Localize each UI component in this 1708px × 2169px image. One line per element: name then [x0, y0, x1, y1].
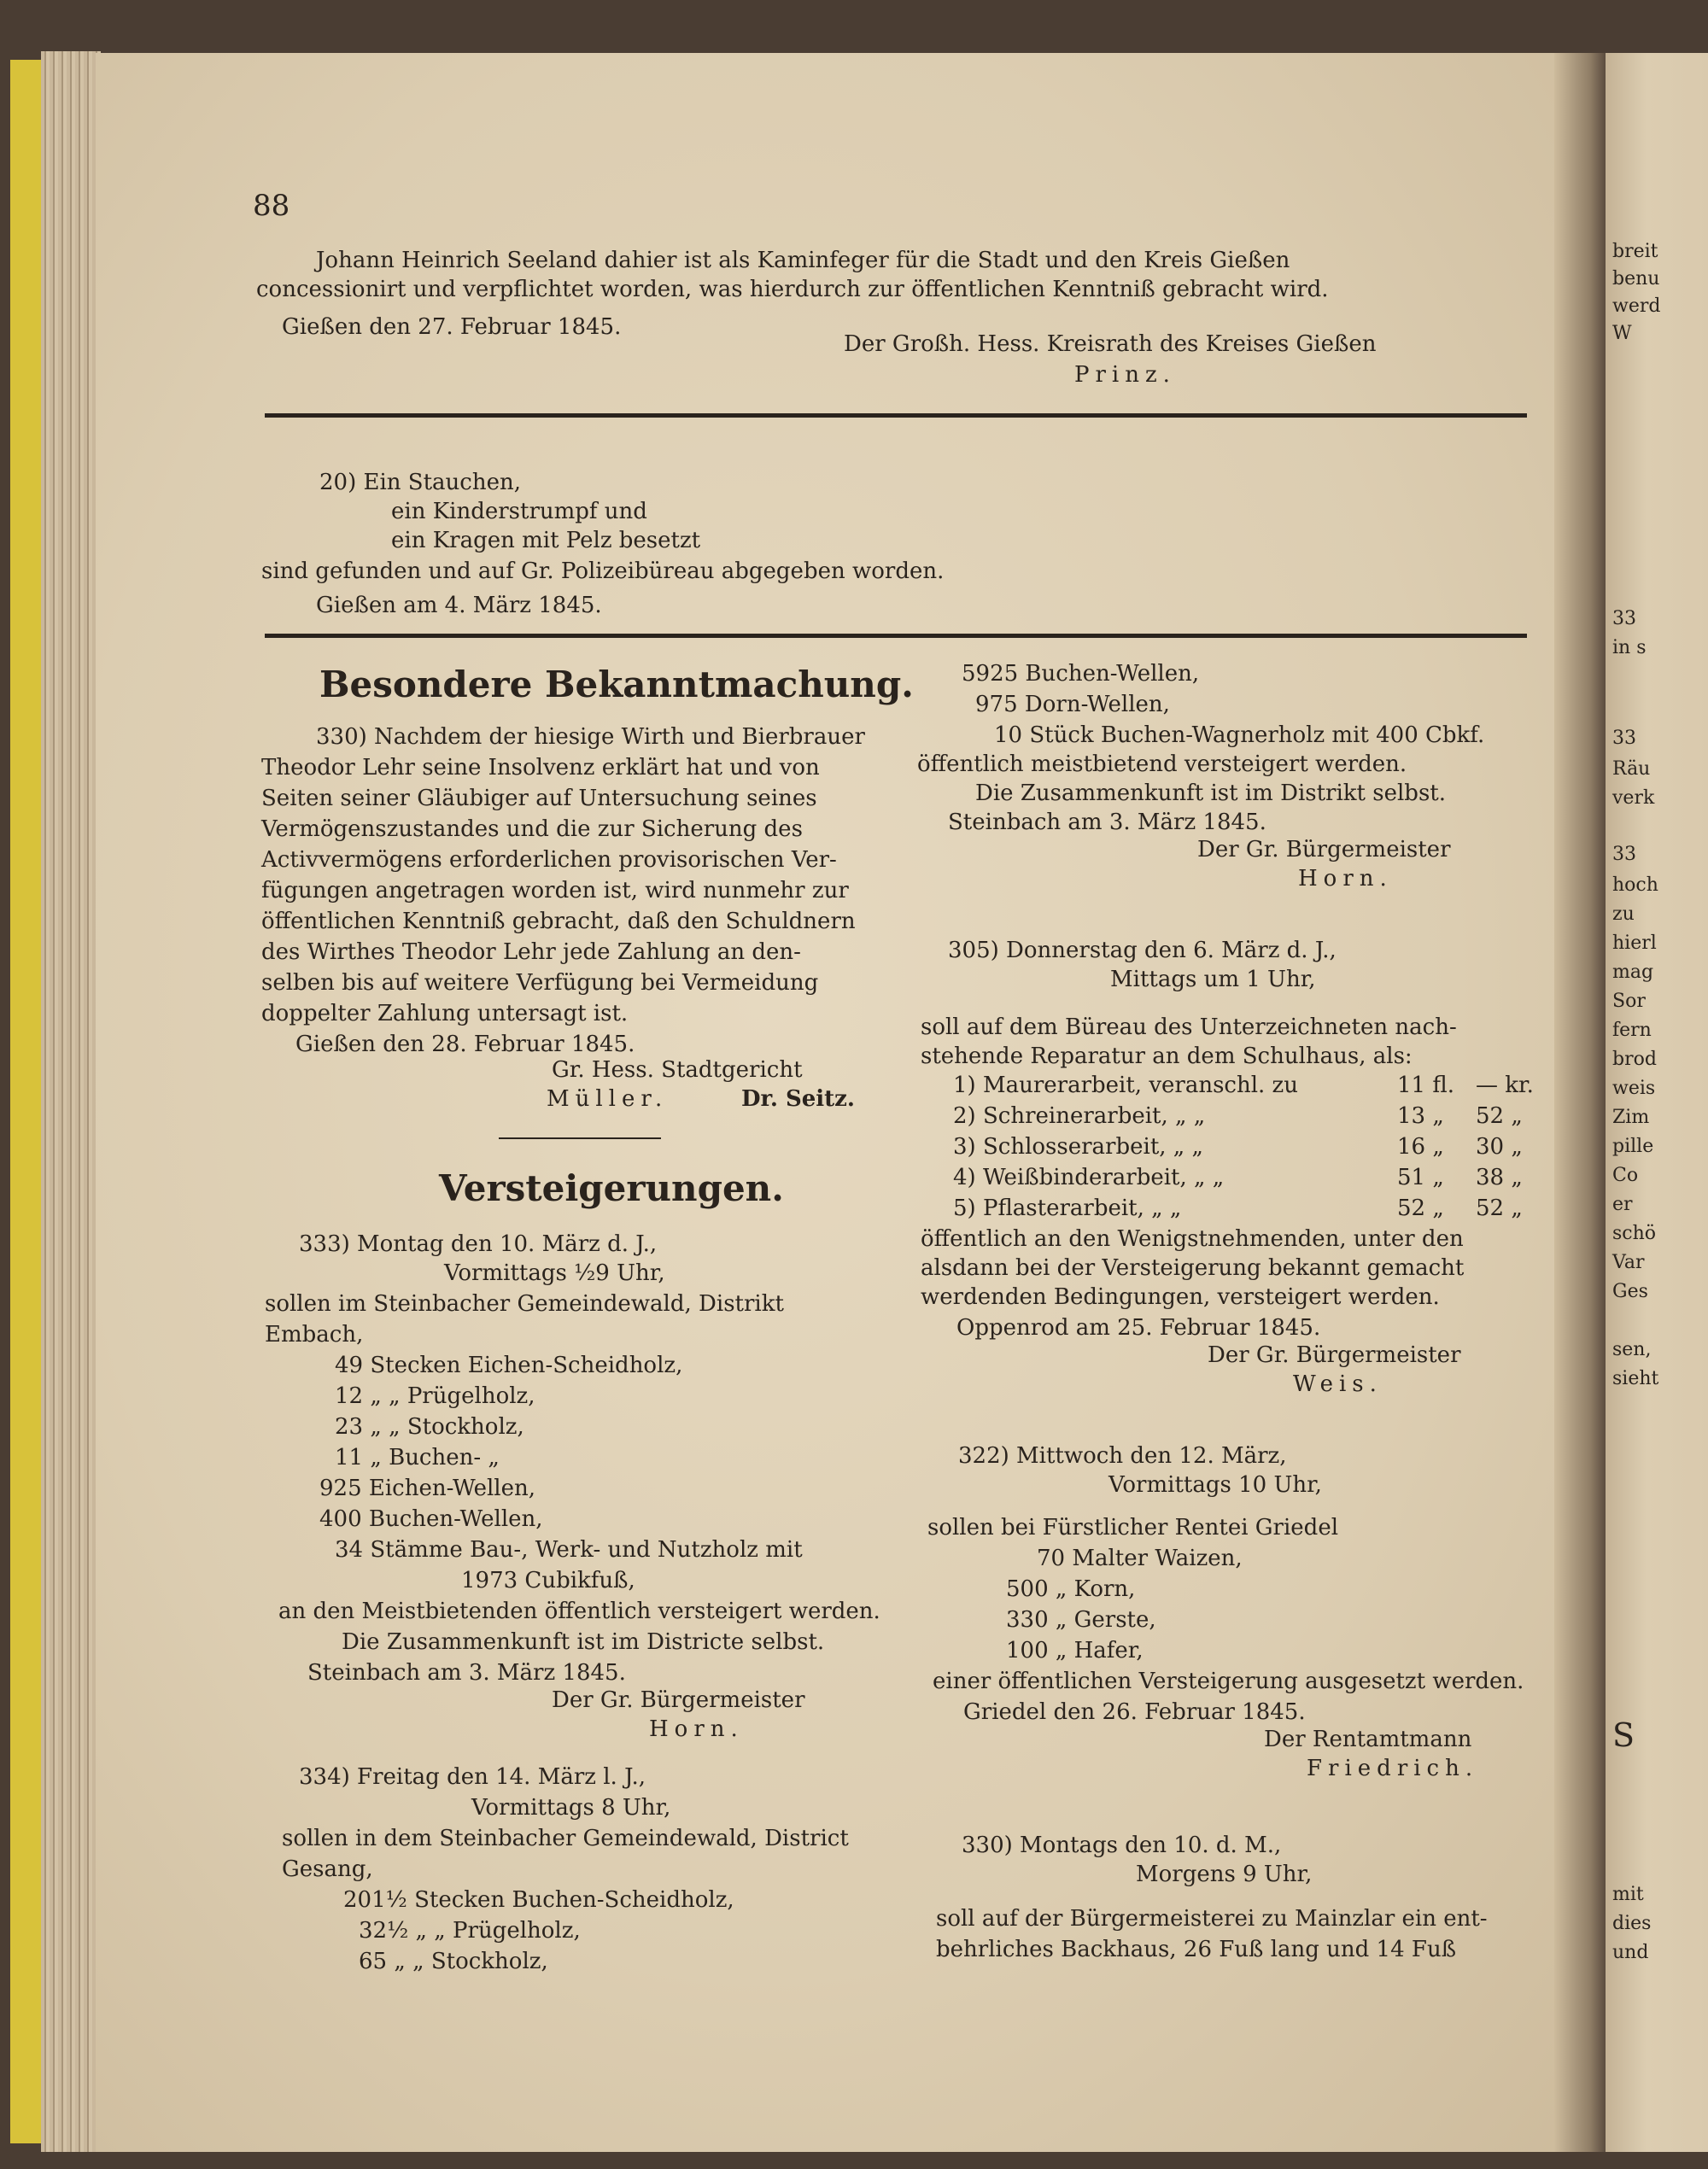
n334-item: 201½ Stecken Buchen-Scheidholz, — [343, 1887, 734, 1913]
n333-item: 11 „ Buchen- „ — [335, 1445, 500, 1470]
n330b-line: Morgens 9 Uhr, — [1136, 1862, 1313, 1887]
n305-line: Mittags um 1 Uhr, — [1110, 967, 1316, 992]
repair-fl: 13 „ — [1397, 1103, 1444, 1129]
cont-tail: Steinbach am 3. März 1845. — [948, 810, 1266, 835]
facing-text: Räu — [1612, 758, 1651, 780]
facing-text: hoch — [1612, 874, 1658, 896]
facing-text: brod — [1612, 1049, 1657, 1070]
n322-signer-name: Friedrich. — [1307, 1756, 1479, 1781]
n334-line: 334) Freitag den 14. März l. J., — [299, 1764, 646, 1790]
n330-line: selben bis auf weitere Verfügung bei Vermeidung — [261, 970, 819, 996]
n330b-line: 330) Montags den 10. d. M., — [962, 1833, 1282, 1858]
n334-line: sollen in dem Steinbacher Gemeindewald, District — [282, 1826, 849, 1851]
facing-text: Co — [1612, 1165, 1639, 1186]
repair-fl: 16 „ — [1397, 1134, 1444, 1160]
facing-text: fern — [1612, 1020, 1652, 1041]
repair-label: 4) Weißbinderarbeit, „ „ — [953, 1165, 1225, 1190]
n322-line: Vormittags 10 Uhr, — [1108, 1472, 1322, 1498]
n322-item: 500 „ Korn, — [1006, 1576, 1136, 1602]
cont-item: 5925 Buchen-Wellen, — [962, 661, 1200, 687]
facing-text: hierl — [1612, 932, 1657, 954]
n305-tail: werdenden Bedingungen, versteigert werden. — [921, 1284, 1440, 1310]
n334-item: 32½ „ „ Prügelholz, — [359, 1918, 581, 1944]
repair-label: 3) Schlosserarbeit, „ „ — [953, 1134, 1203, 1160]
facing-text: mag — [1612, 962, 1654, 983]
section-heading-special: Besondere Bekanntmachung. — [319, 664, 914, 705]
found-line: sind gefunden und auf Gr. Polizeibüreau abgegeben worden. — [261, 558, 945, 584]
facing-text: schö — [1612, 1223, 1657, 1244]
n333-tail: Steinbach am 3. März 1845. — [307, 1660, 626, 1686]
repair-kr: 52 „ — [1476, 1196, 1523, 1221]
facing-text: sieht — [1612, 1368, 1659, 1389]
cont-item: 975 Dorn-Wellen, — [975, 692, 1170, 717]
facing-text: S — [1612, 1716, 1635, 1754]
n330-line: Seiten seiner Gläubiger auf Untersuchung seines — [261, 786, 817, 811]
repair-kr: 52 „ — [1476, 1103, 1523, 1129]
page-number: 88 — [253, 189, 290, 223]
n330b-line: behrliches Backhaus, 26 Fuß lang und 14 Fuß — [936, 1937, 1457, 1962]
n334-item: 65 „ „ Stockholz, — [359, 1949, 548, 1974]
repair-kr: 38 „ — [1476, 1165, 1523, 1190]
repair-kr: 30 „ — [1476, 1134, 1523, 1160]
n330-signer: Dr. Seitz. — [741, 1086, 855, 1112]
found-date: Gießen am 4. März 1845. — [316, 593, 602, 618]
repair-fl: 52 „ — [1397, 1196, 1444, 1221]
n334-line: Gesang, — [282, 1856, 373, 1882]
cont-item: 10 Stück Buchen-Wagnerholz mit 400 Cbkf. — [994, 722, 1485, 748]
n322-line: sollen bei Fürstlicher Rentei Griedel — [927, 1515, 1339, 1541]
n333-line: Embach, — [265, 1322, 364, 1348]
n330-court: Gr. Hess. Stadtgericht — [552, 1057, 803, 1083]
cont-tail: Die Zusammenkunft ist im Distrikt selbst. — [975, 780, 1447, 806]
n333-line: Vormittags ½9 Uhr, — [444, 1260, 665, 1286]
n333-item: 1973 Cubikfuß, — [461, 1568, 635, 1593]
facing-text: dies — [1612, 1913, 1652, 1934]
n305-signer-title: Der Gr. Bürgermeister — [1208, 1342, 1461, 1368]
book-gutter — [1554, 53, 1606, 2152]
divider-rule — [265, 634, 1527, 638]
n330-line: 330) Nachdem der hiesige Wirth und Bierbrauer — [316, 724, 865, 750]
n305-line: 305) Donnerstag den 6. März d. J., — [948, 938, 1337, 963]
facing-text: sen, — [1612, 1339, 1652, 1360]
notice-date: Gießen den 27. Februar 1845. — [282, 314, 622, 340]
found-line: ein Kragen mit Pelz besetzt — [391, 528, 701, 553]
n322-item: 100 „ Hafer, — [1006, 1638, 1144, 1663]
n333-tail: Die Zusammenkunft ist im Districte selbst. — [342, 1629, 825, 1655]
facing-text: benu — [1612, 268, 1660, 289]
n330-line: Activvermögens erforderlichen provisorischen Ver- — [261, 847, 837, 873]
n330-date: Gießen den 28. Februar 1845. — [295, 1032, 635, 1057]
n330-line: Vermögenszustandes und die zur Sicherung des — [261, 816, 803, 842]
n333-item: 12 „ „ Prügelholz, — [335, 1383, 535, 1409]
n333-item: 34 Stämme Bau-, Werk- und Nutzholz mit — [335, 1537, 803, 1563]
n333-item: 400 Buchen-Wellen, — [319, 1506, 543, 1532]
section-heading-auctions: Versteigerungen. — [439, 1167, 784, 1209]
facing-text: Var — [1612, 1252, 1645, 1273]
n333-signer-title: Der Gr. Bürgermeister — [552, 1687, 805, 1713]
n305-tail: alsdann bei der Versteigerung bekannt gemacht — [921, 1255, 1465, 1281]
book-cover-edge — [10, 60, 43, 2143]
cont-signer-name: Horn. — [1298, 866, 1393, 892]
n330-line: Theodor Lehr seine Insolvenz erklärt hat und von — [261, 755, 820, 780]
facing-text: 33 — [1612, 608, 1636, 629]
facing-text: mit — [1612, 1884, 1644, 1905]
notice-signer-name: Prinz. — [1074, 362, 1176, 388]
facing-text: breit — [1612, 241, 1658, 262]
found-line: 20) Ein Stauchen, — [319, 470, 522, 495]
n322-signer-title: Der Rentamtmann — [1264, 1727, 1472, 1752]
notice-signer-title: Der Großh. Hess. Kreisrath des Kreises Gießen — [844, 331, 1377, 357]
n333-item: 925 Eichen-Wellen, — [319, 1476, 536, 1501]
divider-rule — [265, 413, 1527, 418]
facing-text: 33 — [1612, 728, 1636, 749]
facing-text: weis — [1612, 1078, 1656, 1099]
n330b-line: soll auf der Bürgermeisterei zu Mainzlar ein ent- — [936, 1906, 1488, 1932]
repair-fl: 51 „ — [1397, 1165, 1444, 1190]
cont-tail: öffentlich meistbietend versteigert werden. — [917, 751, 1407, 777]
n333-item: 23 „ „ Stockholz, — [335, 1414, 524, 1440]
short-rule — [499, 1137, 661, 1139]
facing-page-fragment — [1606, 53, 1708, 2152]
n322-item: 70 Malter Waizen, — [1037, 1546, 1243, 1571]
facing-text: und — [1612, 1942, 1649, 1963]
n305-line: soll auf dem Büreau des Unterzeichneten nach- — [921, 1014, 1457, 1040]
n305-signer-name: Weis. — [1293, 1371, 1383, 1397]
n322-tail: einer öffentlichen Versteigerung ausgesetzt werden. — [933, 1669, 1524, 1694]
n330-line: öffentlichen Kenntniß gebracht, daß den Schuldnern — [261, 909, 856, 934]
facing-text: zu — [1612, 903, 1635, 925]
n333-line: sollen im Steinbacher Gemeindewald, Distrikt — [265, 1291, 784, 1317]
found-line: ein Kinderstrumpf und — [391, 499, 647, 524]
facing-text: pille — [1612, 1136, 1654, 1157]
facing-text: er — [1612, 1194, 1633, 1215]
repair-label: 1) Maurerarbeit, veranschl. zu — [953, 1073, 1299, 1098]
n330-line: des Wirthes Theodor Lehr jede Zahlung an den- — [261, 939, 801, 965]
n333-tail: an den Meistbietenden öffentlich versteigert werden. — [278, 1599, 880, 1624]
n322-line: 322) Mittwoch den 12. März, — [958, 1443, 1287, 1469]
n330-line: doppelter Zahlung untersagt ist. — [261, 1001, 629, 1026]
n333-signer-name: Horn. — [649, 1716, 744, 1742]
n330-signer: Müller. — [547, 1086, 669, 1112]
n334-line: Vormittags 8 Uhr, — [471, 1795, 671, 1821]
repair-kr: — kr. — [1476, 1073, 1534, 1098]
cont-signer-title: Der Gr. Bürgermeister — [1197, 837, 1451, 862]
facing-text: Sor — [1612, 991, 1646, 1012]
n333-item: 49 Stecken Eichen-Scheidholz, — [335, 1353, 683, 1378]
n322-item: 330 „ Gerste, — [1006, 1607, 1156, 1633]
n322-tail: Griedel den 26. Februar 1845. — [963, 1699, 1306, 1725]
facing-text: in s — [1612, 637, 1647, 658]
repair-label: 5) Pflasterarbeit, „ „ — [953, 1196, 1182, 1221]
facing-text: 33 — [1612, 844, 1636, 865]
n330-line: fügungen angetragen worden ist, wird nunmehr zur — [261, 878, 849, 903]
repair-fl: 11 fl. — [1397, 1073, 1454, 1098]
facing-text: verk — [1612, 787, 1655, 809]
n305-tail: Oppenrod am 25. Februar 1845. — [956, 1315, 1321, 1341]
facing-text: W — [1612, 323, 1632, 344]
facing-text: Zim — [1612, 1107, 1650, 1128]
facing-text: Ges — [1612, 1281, 1648, 1302]
notice-line: concessionirt und verpflichtet worden, was hierdurch zur öffentlichen Kenntniß gebracht wird. — [256, 277, 1329, 302]
page-stack-edges — [41, 51, 101, 2152]
n305-tail: öffentlich an den Wenigstnehmenden, unter den — [921, 1226, 1464, 1252]
facing-text: werd — [1612, 295, 1661, 317]
notice-line: Johann Heinrich Seeland dahier ist als Kaminfeger für die Stadt und den Kreis Gießen — [316, 248, 1290, 273]
n305-line: stehende Reparatur an dem Schulhaus, als: — [921, 1044, 1413, 1069]
n333-line: 333) Montag den 10. März d. J., — [299, 1231, 658, 1257]
repair-label: 2) Schreinerarbeit, „ „ — [953, 1103, 1206, 1129]
